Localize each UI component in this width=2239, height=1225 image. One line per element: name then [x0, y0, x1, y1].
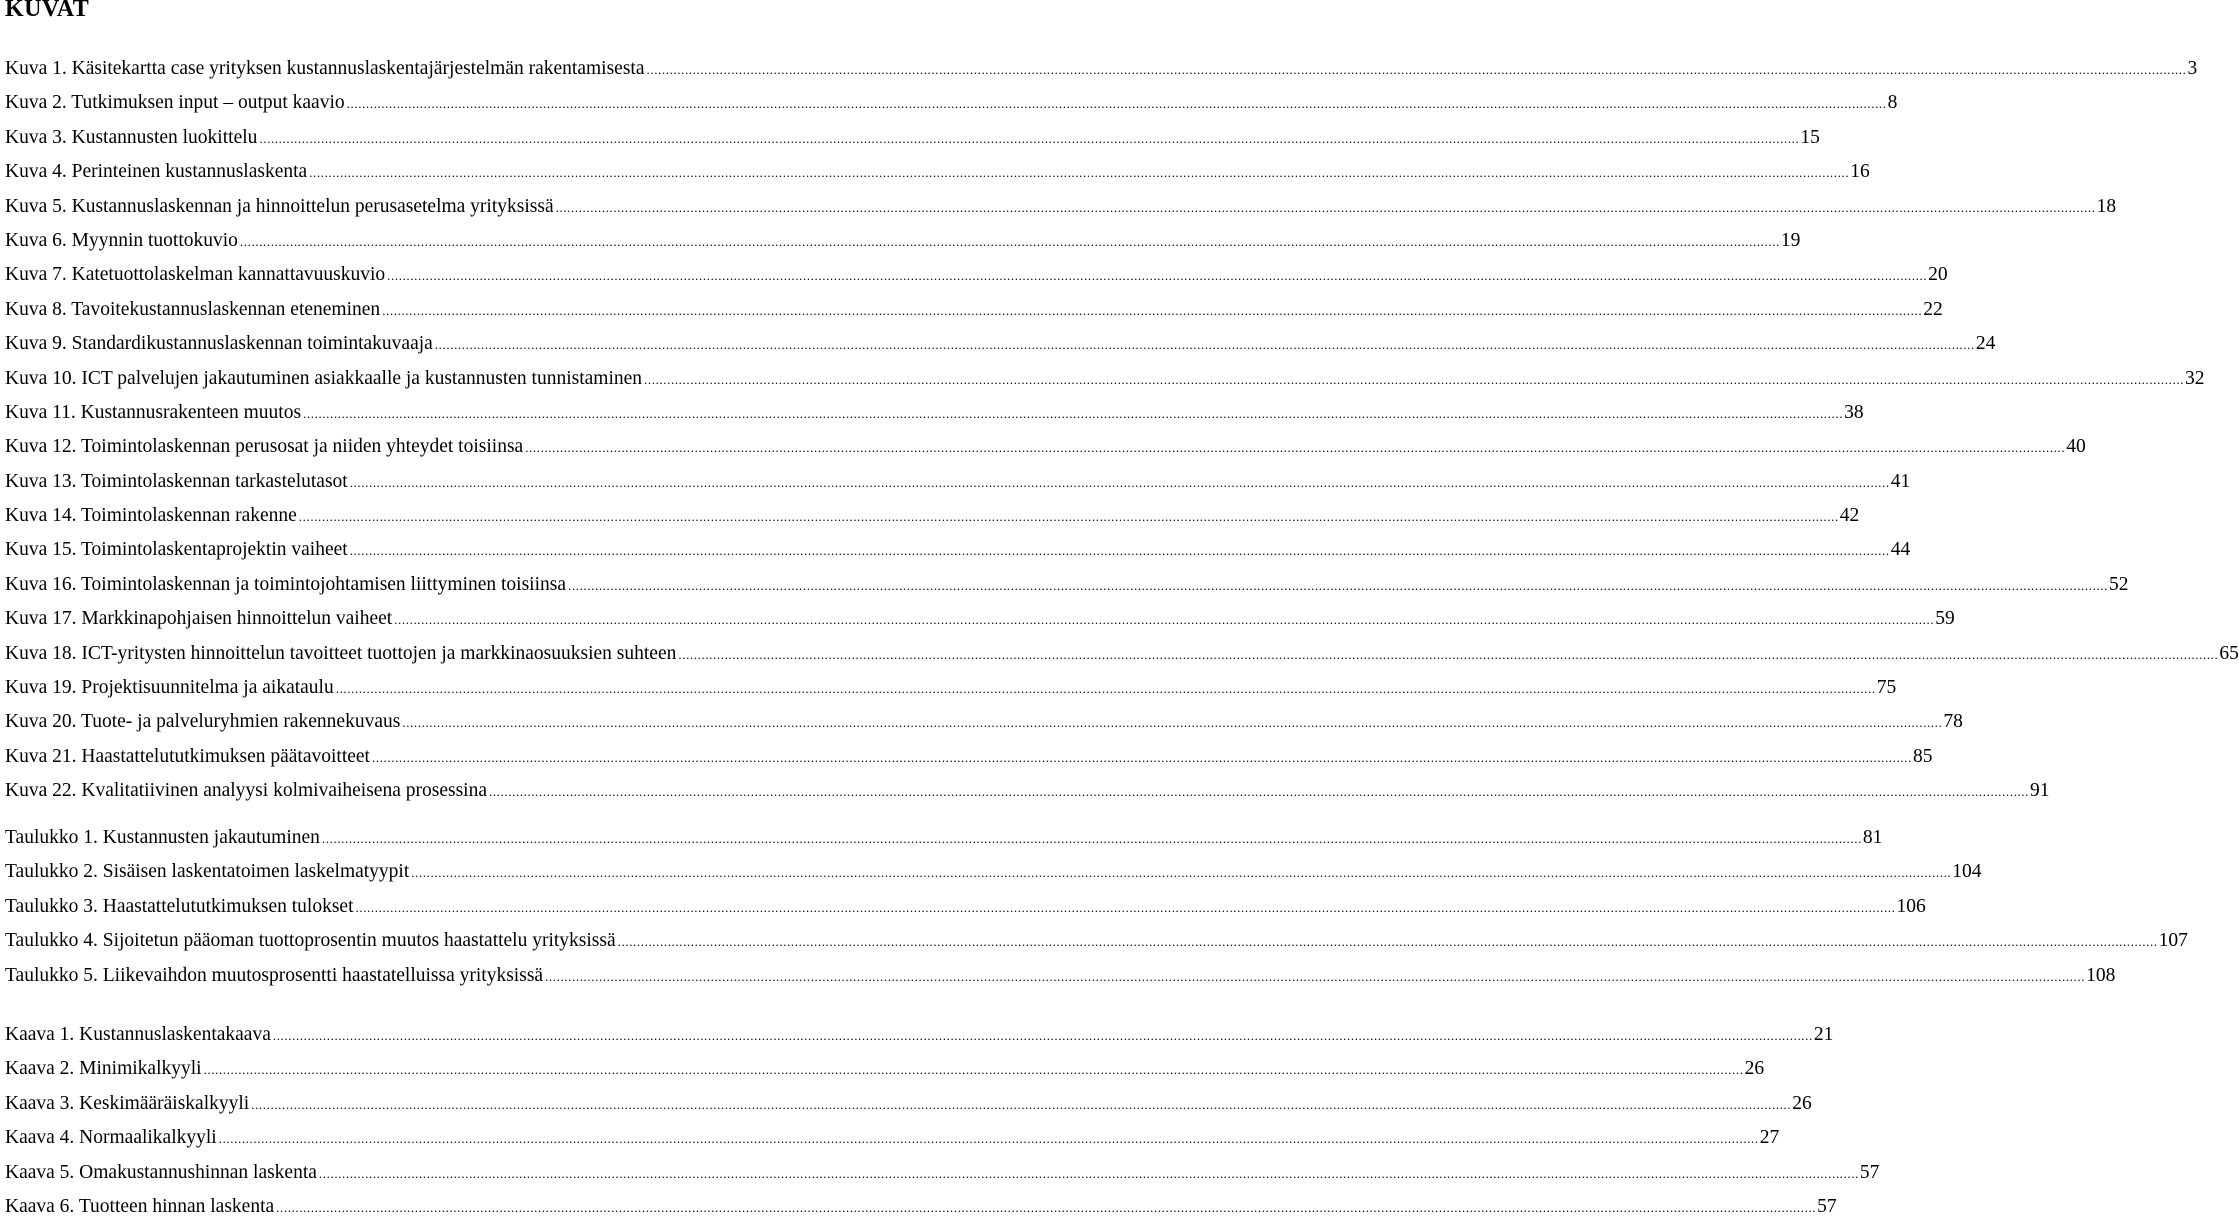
entry-title: Kaava 6. Tuotteen hinnan laskenta: [5, 1195, 275, 1217]
entry-title: Kaava 1. Kustannuslaskentakaava: [5, 1024, 271, 1045]
dot-leader: ................................................................................................................................................................................................................................................................................................................................................................................................................: [678, 646, 2219, 662]
entry-page-number: 57: [1859, 1161, 1880, 1183]
page-heading: KUVAT: [5, 0, 90, 22]
dot-leader: ................................................................................................................................................................................................................................................................................................................................................................................................................: [355, 899, 1896, 915]
entry-title: Kuva 9. Standardikustannuslaskennan toimintakuvaaja: [5, 333, 433, 355]
figure-entry[interactable]: [5, 740, 1933, 774]
entry-page-number: 22: [1923, 298, 1943, 320]
table-entry[interactable]: [5, 890, 1926, 924]
dot-leader: ................................................................................................................................................................................................................................................................................................................................................................................................................: [394, 612, 1935, 628]
entry-title: Kuva 21. Haastattelututkimuksen päätavoitteet: [5, 745, 370, 767]
dot-leader: ................................................................................................................................................................................................................................................................................................................................................................................................................: [318, 1165, 1859, 1181]
entry-title: Kuva 14. Toimintolaskennan rakenne: [5, 505, 297, 527]
dot-leader: ................................................................................................................................................................................................................................................................................................................................................................................................................: [335, 681, 1876, 697]
entry-page-number: 24: [1975, 333, 1996, 355]
entry-title: Taulukko 2. Sisäisen laskentatoimen laskelmatyypit: [5, 861, 410, 883]
formula-entry[interactable]: [5, 1121, 1780, 1155]
entry-title: Kuva 8. Tavoitekustannuslaskennan eteneminen: [5, 298, 381, 320]
entry-title: Kaava 2. Minimikalkyyli: [5, 1058, 202, 1080]
figure-entry[interactable]: [5, 396, 1864, 430]
entry-title: Kuva 11. Kustannusrakenteen muutos: [5, 401, 302, 423]
entry-page-number: 20: [1928, 264, 1948, 286]
figure-entry[interactable]: [5, 52, 2198, 86]
entry-page-number: 26: [1792, 1092, 1812, 1114]
dot-leader: ................................................................................................................................................................................................................................................................................................................................................................................................................: [303, 405, 1844, 421]
dot-leader: ................................................................................................................................................................................................................................................................................................................................................................................................................: [525, 440, 2066, 456]
figure-entry[interactable]: [5, 190, 2117, 224]
entry-title: Kuva 17. Markkinapohjaisen hinnoittelun vaiheet: [5, 608, 393, 630]
dot-leader: ................................................................................................................................................................................................................................................................................................................................................................................................................: [251, 1096, 1792, 1112]
entry-page-number: 52: [2109, 573, 2129, 595]
figure-entry[interactable]: [5, 224, 1801, 258]
figure-entry[interactable]: [5, 155, 1870, 189]
entry-page-number: 106: [1896, 895, 1926, 917]
dot-leader: ................................................................................................................................................................................................................................................................................................................................................................................................................: [349, 543, 1890, 559]
entry-title: Kuva 15. Toimintolaskentaprojektin vaiheet: [5, 539, 348, 561]
entry-page-number: 42: [1839, 505, 1860, 527]
figure-entry[interactable]: [5, 568, 2129, 602]
entry-title: Kuva 3. Kustannusten luokittelu: [5, 126, 258, 148]
entry-title: Kuva 22. Kvalitatiivinen analyysi kolmivaiheisena prosessina: [5, 780, 487, 802]
entry-title: Kuva 5. Kustannuslaskennan ja hinnoittelun perusasetelma yrityksissä: [5, 195, 554, 217]
figure-entry[interactable]: [5, 499, 1860, 533]
dot-leader: ................................................................................................................................................................................................................................................................................................................................................................................................................: [321, 831, 1862, 846]
dot-leader: ................................................................................................................................................................................................................................................................................................................................................................................................................: [545, 968, 2086, 984]
entry-page-number: 41: [1890, 470, 1911, 492]
entry-page-number: 38: [1844, 401, 1864, 423]
entry-page-number: 81: [1862, 827, 1883, 848]
table-entry[interactable]: [5, 959, 2116, 993]
figure-entry[interactable]: [5, 362, 2205, 396]
entry-title: Kaava 3. Keskimääräiskalkyyli: [5, 1092, 250, 1114]
figure-entry[interactable]: [5, 637, 2239, 671]
figure-entry[interactable]: [5, 774, 2050, 808]
entry-page-number: 65: [2219, 642, 2239, 664]
entry-title: Taulukko 4. Sijoitetun pääoman tuottoprosentin muutos haastattelu yrityksissä: [5, 930, 616, 952]
entry-page-number: 15: [1800, 126, 1820, 148]
figure-entry[interactable]: [5, 327, 1996, 361]
entry-page-number: 27: [1759, 1127, 1780, 1149]
formula-entry[interactable]: [5, 1156, 1880, 1190]
dot-leader: ................................................................................................................................................................................................................................................................................................................................................................................................................: [488, 784, 2029, 800]
entry-title: Kuva 18. ICT-yritysten hinnoittelun tavoitteet tuottojen ja markkinaosuuksien suhteen: [5, 642, 677, 664]
table-entry[interactable]: [5, 855, 1982, 889]
dot-leader: ................................................................................................................................................................................................................................................................................................................................................................................................................: [346, 96, 1887, 112]
entry-title: Kaava 4. Normaalikalkyyli: [5, 1127, 217, 1149]
entry-page-number: 3: [2187, 58, 2198, 79]
entry-page-number: 21: [1813, 1024, 1834, 1045]
dot-leader: ................................................................................................................................................................................................................................................................................................................................................................................................................: [218, 1131, 1759, 1147]
entry-title: Kuva 2. Tutkimuksen input – output kaavio: [5, 92, 345, 114]
figure-list: [5, 52, 2239, 809]
entry-page-number: 91: [2029, 780, 2050, 802]
entry-page-number: 75: [1876, 677, 1897, 699]
dot-leader: ................................................................................................................................................................................................................................................................................................................................................................................................................: [298, 509, 1839, 525]
formula-entry[interactable]: [5, 1052, 1765, 1086]
dot-leader: ................................................................................................................................................................................................................................................................................................................................................................................................................: [555, 199, 2096, 215]
formula-entry[interactable]: [5, 1190, 1837, 1224]
entry-title: Kuva 1. Käsitekartta case yrityksen kustannuslaskentajärjestelmän rakentamisesta: [5, 58, 645, 79]
figure-entry[interactable]: [5, 465, 1911, 499]
entry-page-number: 32: [2185, 367, 2205, 389]
dot-leader: ................................................................................................................................................................................................................................................................................................................................................................................................................: [371, 749, 1912, 765]
entry-page-number: 8: [1887, 92, 1898, 114]
entry-page-number: 16: [1850, 161, 1870, 183]
figure-entry[interactable]: [5, 602, 1955, 636]
entry-page-number: 78: [1943, 711, 1963, 733]
dot-leader: ................................................................................................................................................................................................................................................................................................................................................................................................................: [239, 233, 1780, 249]
figure-entry[interactable]: [5, 533, 1911, 567]
entry-page-number: 19: [1780, 229, 1801, 251]
entry-title: Taulukko 5. Liikevaihdon muutosprosentti haastatelluissa yrityksissä: [5, 964, 544, 986]
dot-leader: ................................................................................................................................................................................................................................................................................................................................................................................................................: [387, 268, 1928, 284]
entry-title: Kuva 6. Myynnin tuottokuvio: [5, 229, 238, 251]
dot-leader: ................................................................................................................................................................................................................................................................................................................................................................................................................: [259, 130, 1800, 146]
table-entry[interactable]: [5, 821, 1883, 855]
figure-entry[interactable]: [5, 671, 1897, 705]
dot-leader: ................................................................................................................................................................................................................................................................................................................................................................................................................: [617, 934, 2158, 950]
entry-page-number: 40: [2066, 436, 2086, 458]
figure-entry[interactable]: [5, 430, 2086, 464]
figure-entry[interactable]: [5, 86, 1898, 120]
entry-page-number: 18: [2096, 195, 2117, 217]
dot-leader: ................................................................................................................................................................................................................................................................................................................................................................................................................: [203, 1062, 1744, 1078]
dot-leader: ................................................................................................................................................................................................................................................................................................................................................................................................................: [309, 165, 1850, 181]
entry-page-number: 59: [1935, 608, 1955, 630]
entry-page-number: 107: [2158, 930, 2188, 952]
entry-title: Kuva 7. Katetuottolaskelman kannattavuuskuvio: [5, 264, 386, 286]
dot-leader: ................................................................................................................................................................................................................................................................................................................................................................................................................: [644, 371, 2185, 387]
table-list: [5, 821, 2188, 993]
entry-page-number: 44: [1890, 539, 1911, 561]
entry-title: Taulukko 3. Haastattelututkimuksen tulokset: [5, 895, 354, 917]
entry-page-number: 104: [1952, 861, 1982, 883]
dot-leader: ................................................................................................................................................................................................................................................................................................................................................................................................................: [382, 302, 1923, 318]
formula-entry[interactable]: [5, 1087, 1812, 1121]
dot-leader: ................................................................................................................................................................................................................................................................................................................................................................................................................: [568, 577, 2109, 593]
entry-title: Kuva 19. Projektisuunnitelma ja aikataulu: [5, 677, 334, 699]
entry-title: Kuva 13. Toimintolaskennan tarkastelutasot: [5, 470, 348, 492]
entry-page-number: 108: [2086, 964, 2116, 986]
formula-list: [5, 1018, 1880, 1224]
figure-entry[interactable]: [5, 293, 1943, 327]
entry-title: Kuva 20. Tuote- ja palveluryhmien rakennekuvaus: [5, 711, 401, 733]
dot-leader: ................................................................................................................................................................................................................................................................................................................................................................................................................: [349, 474, 1890, 490]
dot-leader: ................................................................................................................................................................................................................................................................................................................................................................................................................: [402, 715, 1943, 731]
formula-entry[interactable]: [5, 1018, 1834, 1052]
entry-title: Kuva 10. ICT palvelujen jakautuminen asiakkaalle ja kustannusten tunnistaminen: [5, 367, 643, 389]
dot-leader: ................................................................................................................................................................................................................................................................................................................................................................................................................: [276, 1199, 1817, 1215]
figure-entry[interactable]: [5, 258, 1948, 292]
entry-page-number: 57: [1817, 1195, 1837, 1217]
entry-title: Kuva 12. Toimintolaskennan perusosat ja niiden yhteydet toisiinsa: [5, 436, 524, 458]
entry-title: Kuva 4. Perinteinen kustannuslaskenta: [5, 161, 308, 183]
entry-title: Kaava 5. Omakustannushinnan laskenta: [5, 1161, 317, 1183]
entry-title: Kuva 16. Toimintolaskennan ja toimintojohtamisen liittyminen toisiinsa: [5, 573, 567, 595]
figure-entry[interactable]: [5, 121, 1820, 155]
entry-title: Taulukko 1. Kustannusten jakautuminen: [5, 827, 320, 848]
figure-entry[interactable]: [5, 705, 1963, 739]
dot-leader: ................................................................................................................................................................................................................................................................................................................................................................................................................: [272, 1028, 1813, 1043]
dot-leader: ................................................................................................................................................................................................................................................................................................................................................................................................................: [434, 337, 1975, 353]
dot-leader: ................................................................................................................................................................................................................................................................................................................................................................................................................: [646, 62, 2187, 77]
entry-page-number: 26: [1744, 1058, 1765, 1080]
entry-page-number: 85: [1912, 745, 1933, 767]
dot-leader: ................................................................................................................................................................................................................................................................................................................................................................................................................: [411, 865, 1952, 881]
table-entry[interactable]: [5, 924, 2188, 958]
